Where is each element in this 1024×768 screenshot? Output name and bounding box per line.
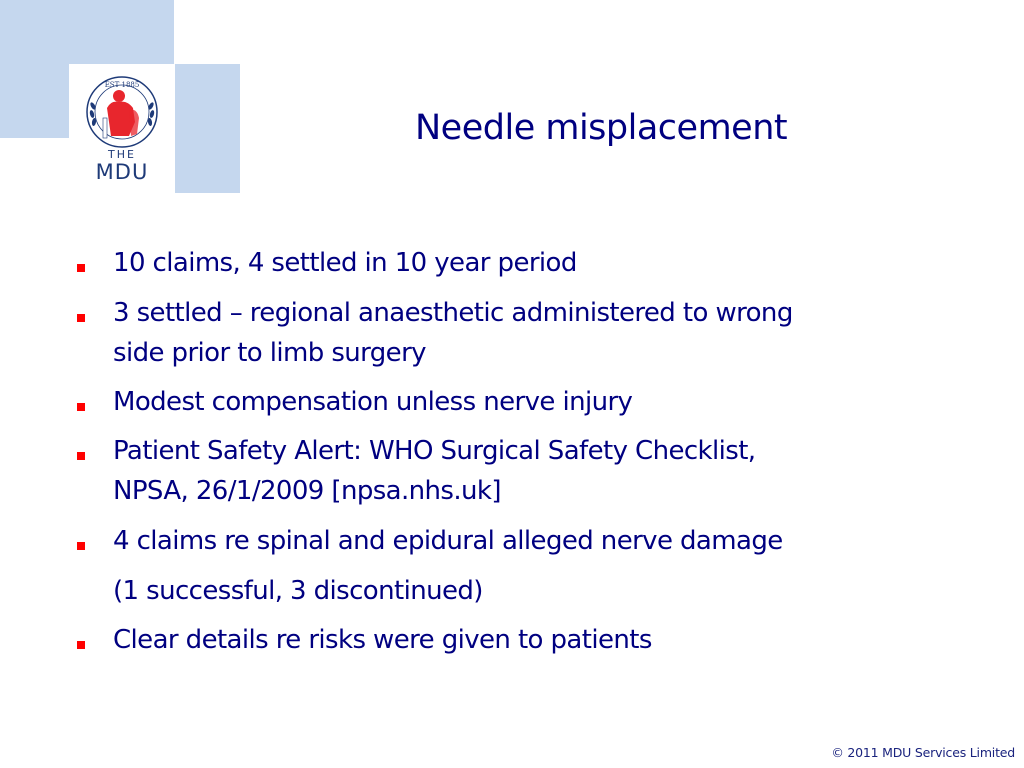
bullet-square-icon: [77, 542, 85, 550]
bullet-square-icon: [77, 641, 85, 649]
bullet-text: 4 claims re spinal and epidural alleged nerve damage: [113, 526, 783, 556]
bullet-text: 3 settled – regional anaesthetic administered to wrong: [113, 298, 793, 328]
bullet-square-icon: [77, 264, 85, 272]
logo-text-mdu: MDU: [95, 160, 149, 184]
bullet-square-icon: [77, 452, 85, 460]
decorative-block-top: [0, 0, 174, 64]
logo-text-the: THE: [108, 148, 136, 161]
bullet-text: 10 claims, 4 settled in 10 year period: [113, 248, 577, 278]
bullet-text-continuation: NPSA, 26/1/2009 [npsa.nhs.uk]: [113, 476, 501, 506]
bullet-square-icon: [77, 403, 85, 411]
decorative-block-right: [175, 64, 240, 193]
bullet-text-continuation: side prior to limb surgery: [113, 338, 426, 368]
bullet-text: Modest compensation unless nerve injury: [113, 387, 633, 417]
bullet-text: (1 successful, 3 discontinued): [113, 576, 483, 606]
svg-text:EST 1885: EST 1885: [104, 81, 140, 89]
decorative-block-left: [0, 64, 69, 138]
mdu-logo: [69, 64, 175, 193]
bullet-text: Patient Safety Alert: WHO Surgical Safety Checklist,: [113, 436, 756, 466]
copyright-footer: © 2011 MDU Services Limited: [831, 745, 1015, 760]
slide-title: Needle misplacement: [415, 108, 788, 148]
mdu-emblem-icon: [81, 74, 163, 150]
bullet-text: Clear details re risks were given to patients: [113, 625, 652, 655]
bullet-square-icon: [77, 314, 85, 322]
